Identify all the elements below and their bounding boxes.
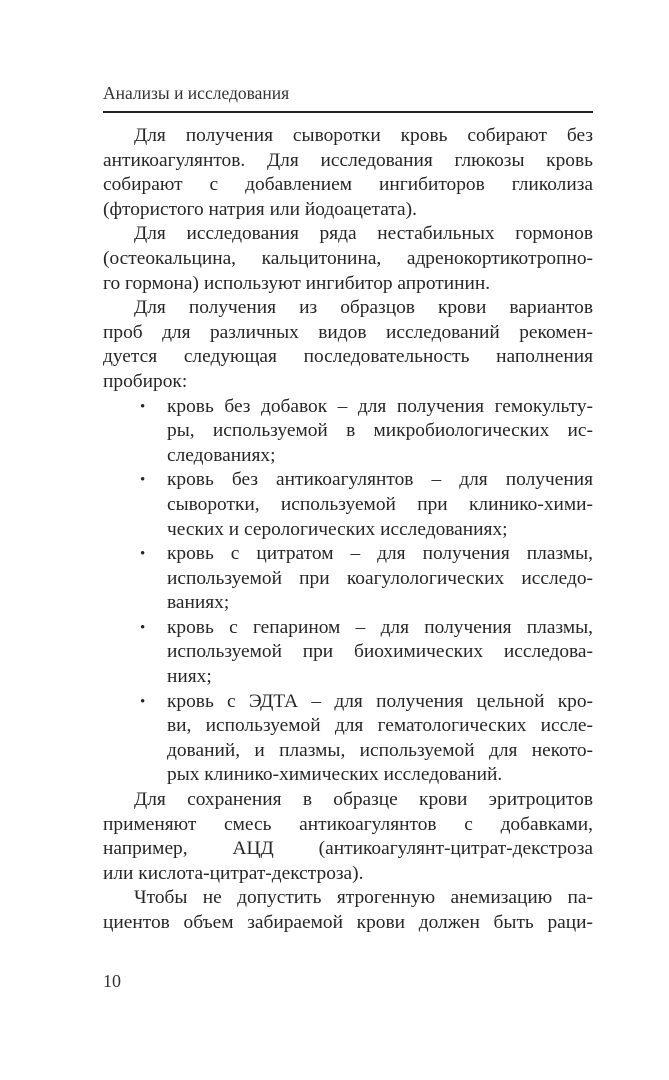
list-item [103, 542, 593, 616]
text-line: кровь без добавок – для получения гемокульту- [167, 395, 593, 417]
text-line: Для исследования ряда нестабильных гормонов [134, 223, 593, 245]
text-line: собирают с добавлением ингибиторов гликолиза [103, 174, 593, 196]
list-item [103, 616, 593, 690]
text-line: рых клинико-химических исследований. [167, 764, 503, 786]
text-line: используемой при коагулологических исследо- [167, 567, 593, 589]
text-line: сыворотки, используемой при клинико-хими- [167, 493, 593, 515]
paragraph [103, 222, 593, 296]
text-line: ви, используемой для гематологических иссле- [167, 715, 593, 737]
text-line: используемой при биохимических исследова- [167, 641, 593, 663]
text-line: (остеокальцина, кальцитонина, адренокортикотропно- [103, 247, 593, 269]
paragraph [103, 886, 593, 935]
bullet-icon: • [140, 619, 146, 636]
text-line: циентов объем забираемой крови должен быть раци- [103, 912, 593, 933]
header-rule [103, 111, 593, 113]
bullet-list [103, 395, 593, 789]
list-item [103, 468, 593, 542]
bullet-icon: • [140, 693, 146, 710]
text-line: применяют смесь антикоагулянтов с добавками, [103, 813, 593, 835]
page-body [103, 124, 593, 936]
text-line: ческих и серологических исследованиях; [167, 518, 508, 540]
text-line: Для сохранения в образце крови эритроцитов [134, 789, 593, 811]
text-line: например, АЦД (антикоагулянт-цитрат-декстроза [103, 838, 593, 860]
text-line: ры, используемой в микробиологических ис- [167, 420, 593, 442]
bullet-icon: • [140, 472, 146, 489]
text-line: Чтобы не допустить ятрогенную анемизацию па- [134, 887, 593, 909]
text-line: кровь без антикоагулянтов – для получения [167, 469, 593, 491]
text-line: антикоагулянтов. Для исследования глюкозы кровь [103, 149, 593, 171]
paragraph [103, 296, 593, 394]
text-line: ваниях; [167, 592, 230, 614]
text-line: кровь с цитратом – для получения плазмы, [167, 543, 593, 565]
text-line: дуется следующая последовательность наполнения [103, 346, 593, 368]
text-line: го гормона) используют ингибитор апротинин. [103, 272, 491, 294]
text-line: кровь с ЭДТА – для получения цельной кро- [167, 690, 593, 712]
page-number: 10 [103, 971, 121, 991]
text-line: Для получения из образцов крови вариантов [134, 297, 593, 319]
text-line: ниях; [167, 666, 212, 688]
text-line: (фтористого натрия или йодоацетата). [103, 198, 417, 220]
text-line: Для получения сыворотки кровь собирают без [134, 125, 593, 146]
text-line: дований, и плазмы, используемой для некото- [167, 739, 593, 761]
text-line: или кислота-цитрат-декстроза). [103, 862, 364, 884]
text-line: пробирок: [103, 370, 188, 392]
paragraph [103, 788, 593, 886]
text-line: кровь с гепарином – для получения плазмы, [167, 616, 593, 638]
text-line: проб для различных видов исследований рекомен- [103, 321, 593, 343]
bullet-icon: • [140, 546, 146, 563]
paragraph [103, 124, 593, 222]
running-header: Анализы и исследования [103, 83, 290, 103]
list-item [103, 690, 593, 788]
bullet-icon: • [140, 398, 146, 415]
list-item [103, 395, 593, 469]
text-line: следованиях; [167, 444, 276, 466]
